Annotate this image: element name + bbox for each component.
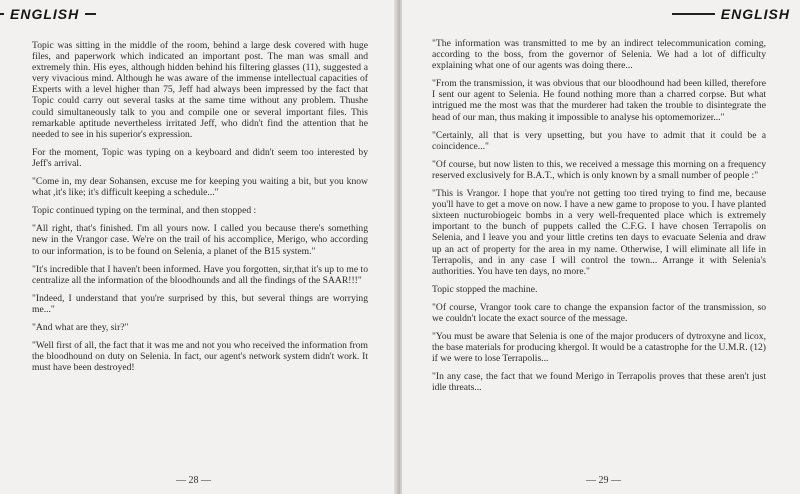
paragraph: "All right, that's finished. I'm all yours now. I called you because there's something new in the Vrangor case. We're on the trail of his accomplice, Merigo, who according to our information, is to be found on Selenia, a planet of the B15 system."	[32, 223, 368, 257]
paragraph: "Come in, my dear Sohansen, excuse me for keeping you waiting a bit, but you know what ,it's like; it's difficult keeping a schedule..."	[32, 176, 368, 199]
paragraph: "In any case, the fact that we found Merigo in Terrapolis proves that these aren't just idle threats...	[432, 371, 766, 394]
paragraph: "This is Vrangor. I hope that you're not getting too tired trying to find me, because you'll have to get a move on now. I have a new game to propose to you. I have planted sixteen nucturobiogeic bombs in a very well-frequented place which is extremely important to the bunch of puppets called the C.F.G. I have chosen Terrapolis on Selenia, and I leave you and your little cretins ten days to evacuate Selenia and draw up an act of property for the area in my name. Otherwise, I will eliminate all life in Terrapolis, and in any case I will control the town... Arrange it with Selenia's authorities. You have ten days, no more."	[432, 188, 766, 277]
page-number: — 28 —	[176, 475, 211, 486]
paragraph: Topic was sitting in the middle of the room, behind a large desk covered with huge files, and paperwork which indicated an important post. The man was small and extremely thin. His eyes, although hidden behind his filtering glasses (11), suggested a very vivacious mind. Although he was aware of the immense intellectual capacities of Experts with a level higher than 75, Jeff had always been impressed by the fact that Topic could carry out several tasks at the same time without any problem. Thushe could simultaneously talk to you and compile one or several important files. This remarkable aptitude nevertheless irritated Jeff, who didn't find the attention that he needed to see in his superior's expression.	[32, 40, 368, 140]
left-body-text	[32, 40, 368, 380]
paragraph: "And what are they, sir?"	[32, 321, 129, 333]
paragraph: "Certainly, all that is very upsetting, but you have to admit that it could be a coincidence..."	[432, 129, 766, 152]
left-header	[0, 4, 96, 24]
paragraph: "Well first of all, the fact that it was me and not you who received the information from the bloodhound on duty on Selenia. In fact, our agent's network system didn't work. It must have been destroyed!	[32, 340, 368, 374]
paragraph: "Of course, Vrangor took care to change the expansion factor of the transmission, so we couldn't locate the exact source of the message.	[432, 301, 766, 324]
right-page	[402, 0, 800, 494]
header-rule	[672, 13, 715, 15]
paragraph: "From the transmission, it was obvious that our bloodhound had been killed, therefore I sent our agent to Selenia. He found nothing more than a charred corpse. But what intrigued me the most was that the murderer had taken the trouble to disintegrate the head of our man, thus making it impossible to analyse his optomemorizer..."	[432, 78, 766, 123]
header-title: ENGLISH	[10, 6, 80, 22]
paragraph: Topic stopped the machine.	[432, 283, 538, 295]
paragraph: "You must be aware that Selenia is one of the major producers of dytroxyne and licox, the base materials for producing khergol. It would be a catastrophe for the U.M.R. (12) if we were to lose Terrapolis...	[432, 331, 766, 365]
paragraph: Topic continued typing on the terminal, and then stopped :	[32, 205, 257, 217]
paragraph: For the moment, Topic was typing on a keyboard and didn't seem too interested by Jeff's arrival.	[32, 146, 368, 169]
header-title: ENGLISH	[720, 6, 790, 22]
page-number: — 29 —	[586, 475, 621, 486]
paragraph: "Of course, but now listen to this, we received a message this morning on a frequency reserved exclusively for B.A.T., which is only known by a small number of people :"	[432, 158, 766, 181]
header-rule	[85, 13, 96, 15]
paragraph: "It's incredible that I haven't been informed. Have you forgotten, sir,that it's up to me to centralize all the information of the bloodhounds and all the findings of the SAAR!!!"	[32, 263, 368, 286]
paragraph: "The information was transmitted to me by an indirect telecommunication coming, according to the boss, from the governor of Selenia. We had a lot of difficulty explaining what one of our agents was doing there...	[432, 38, 766, 72]
right-header	[672, 4, 796, 24]
right-body-text	[432, 38, 766, 401]
left-page	[0, 0, 398, 494]
paragraph: "Indeed, I understand that you're surprised by this, but several things are worrying me..."	[32, 292, 368, 315]
